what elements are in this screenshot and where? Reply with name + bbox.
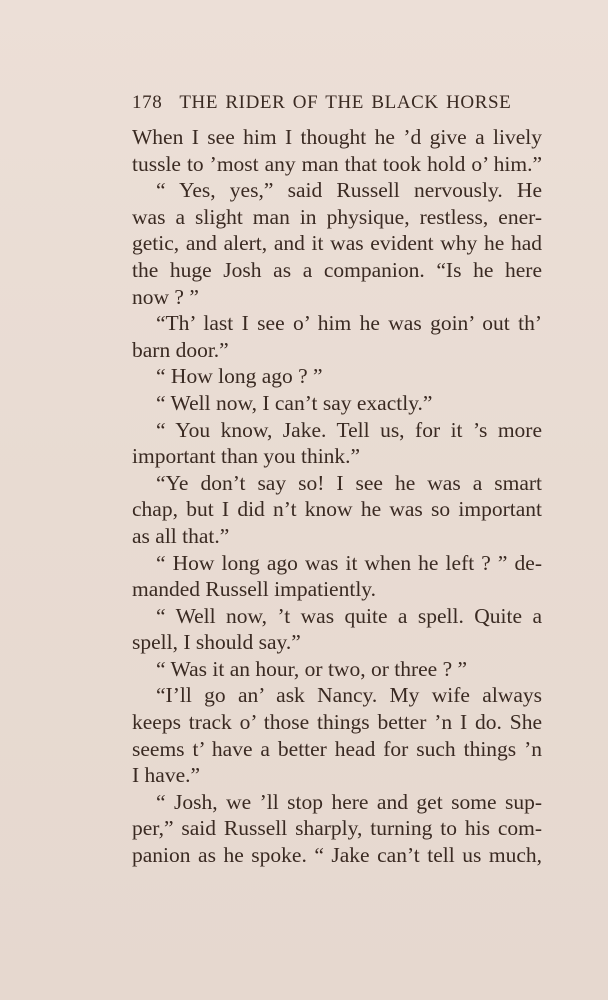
- text-line: “Ye don’t say so! I see he was a smart: [156, 470, 542, 495]
- text-line: per,” said Russell sharply, turning to his com-: [132, 816, 542, 841]
- text-line: “I’ll go an’ ask Nancy. My wife always: [156, 683, 542, 708]
- body-text: [132, 124, 542, 869]
- text-line: “ Yes, yes,” said Russell nervously. He: [156, 178, 542, 203]
- text-line: now ? ”: [132, 284, 199, 309]
- text-line: When I see him I thought he ’d give a lively: [132, 125, 542, 149]
- text-line: getic, and alert, and it was evident why he had: [132, 231, 542, 256]
- text-line: manded Russell impatiently.: [132, 577, 377, 602]
- text-line: “ How long ago ? ”: [156, 364, 323, 389]
- text-line: barn door.”: [132, 337, 229, 362]
- text-line: was a slight man in physique, restless, ener-: [132, 204, 542, 229]
- page-number: 178: [132, 92, 163, 113]
- running-header: [132, 92, 542, 114]
- text-line: chap, but I did n’t know he was so important: [132, 497, 542, 522]
- text-line: “Th’ last I see o’ him he was goin’ out th’: [156, 311, 542, 336]
- text-line: tussle to ’most any man that took hold o’ him.”: [132, 151, 542, 176]
- text-line: “ Well now, ’t was quite a spell. Quite a: [156, 603, 542, 628]
- text-line: as all that.”: [132, 523, 230, 548]
- text-line: spell, I should say.”: [132, 630, 301, 655]
- text-line: “ Was it an hour, or two, or three ? ”: [156, 656, 468, 681]
- text-line: panion as he spoke. “ Jake can’t tell us much,: [132, 843, 542, 868]
- text-line: “ You know, Jake. Tell us, for it ’s more: [156, 417, 542, 442]
- text-line: seems t’ have a better head for such things ’n: [132, 736, 542, 761]
- running-title: THE RIDER OF THE BLACK HORSE: [179, 92, 512, 113]
- text-line: keeps track o’ those things better ’n I do. She: [132, 710, 542, 735]
- text-line: “ Josh, we ’ll stop here and get some sup-: [156, 789, 542, 814]
- text-line: important than you think.”: [132, 444, 361, 469]
- text-line: “ How long ago was it when he left ? ” de-: [156, 550, 542, 575]
- text-line: the huge Josh as a companion. “Is he here: [132, 257, 542, 282]
- text-line: I have.”: [132, 763, 201, 788]
- text-line: “ Well now, I can’t say exactly.”: [156, 390, 433, 415]
